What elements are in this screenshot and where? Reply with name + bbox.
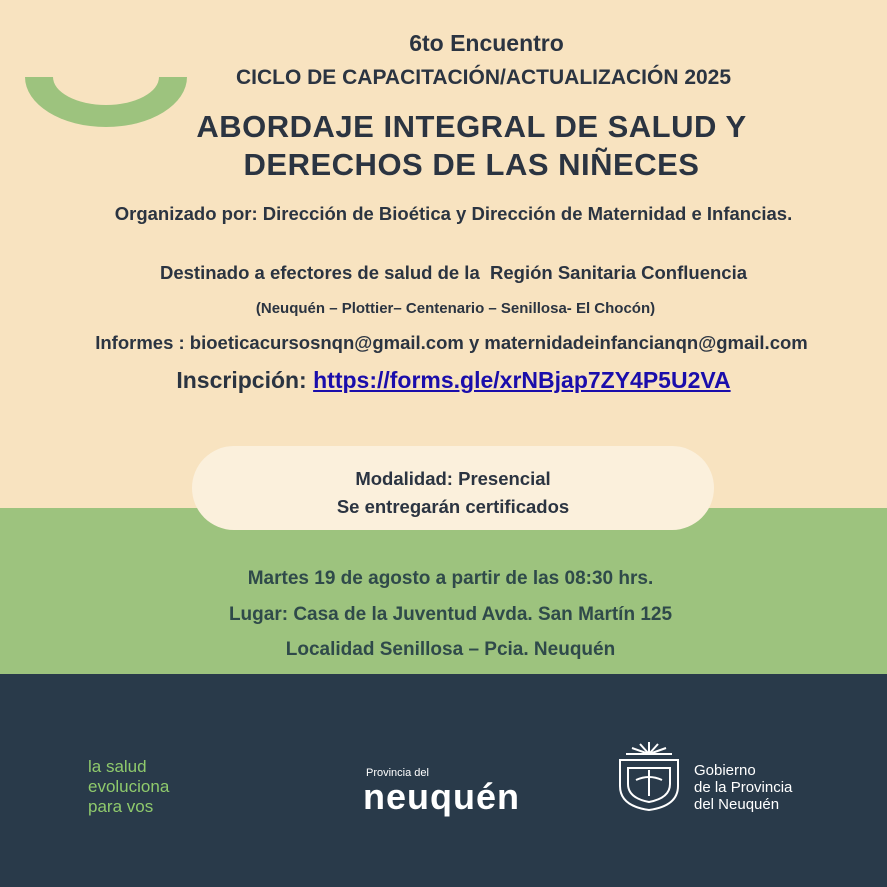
localities-text: (Neuquén – Plottier– Centenario – Senillosa- El Chocón) [255, 300, 656, 317]
contact-text: Informes : bioeticacursosnqn@gmail.com y maternidadeinfancianqn@gmail.com [95, 332, 808, 353]
event-date: Martes 19 de agosto a partir de las 08:30 hrs. [247, 568, 654, 589]
certificates-text: Se entregarán certificados [336, 496, 570, 517]
registration-line [10, 367, 887, 394]
target-region: Región Sanitaria Confluencia [490, 262, 748, 283]
government-logo-text [694, 762, 792, 813]
gov-line-1: Gobierno [694, 762, 756, 779]
registration-label: Inscripción: [176, 367, 307, 393]
cycle-label: CICLO DE CAPACITACIÓN/ACTUALIZACIÓN 2025 [235, 66, 732, 89]
province-label: Provincia del [366, 767, 429, 779]
crest-icon [614, 740, 684, 812]
target-prefix: Destinado a efectores de salud de la [159, 262, 480, 283]
edition-label: 6to Encuentro [409, 30, 564, 56]
modality-text: Modalidad: Presencial [355, 468, 551, 489]
page-title [28, 108, 887, 184]
gov-line-3: del Neuquén [694, 796, 780, 813]
slogan-logo [88, 757, 169, 817]
organizer-text: Organizado por: Dirección de Bioética y Dirección de Maternidad e Infancias. [114, 203, 793, 224]
slogan-line-2: evoluciona [88, 777, 170, 796]
title-line-1: ABORDAJE INTEGRAL DE SALUD Y [196, 109, 747, 144]
registration-link[interactable]: https://forms.gle/xrNBjap7ZY4P5U2VA [313, 367, 731, 393]
event-place: Lugar: Casa de la Juventud Avda. San Martín 125 [228, 604, 673, 625]
modality-pill [192, 446, 714, 530]
event-locality: Localidad Senillosa – Pcia. Neuquén [285, 639, 616, 660]
slogan-line-3: para vos [88, 797, 154, 816]
gov-line-2: de la Provincia [694, 779, 793, 796]
target-text [10, 262, 887, 284]
title-line-2: DERECHOS DE LAS NIÑECES [243, 147, 700, 182]
neuquen-logo: neuquén [363, 776, 520, 817]
slogan-line-1: la salud [88, 757, 147, 776]
